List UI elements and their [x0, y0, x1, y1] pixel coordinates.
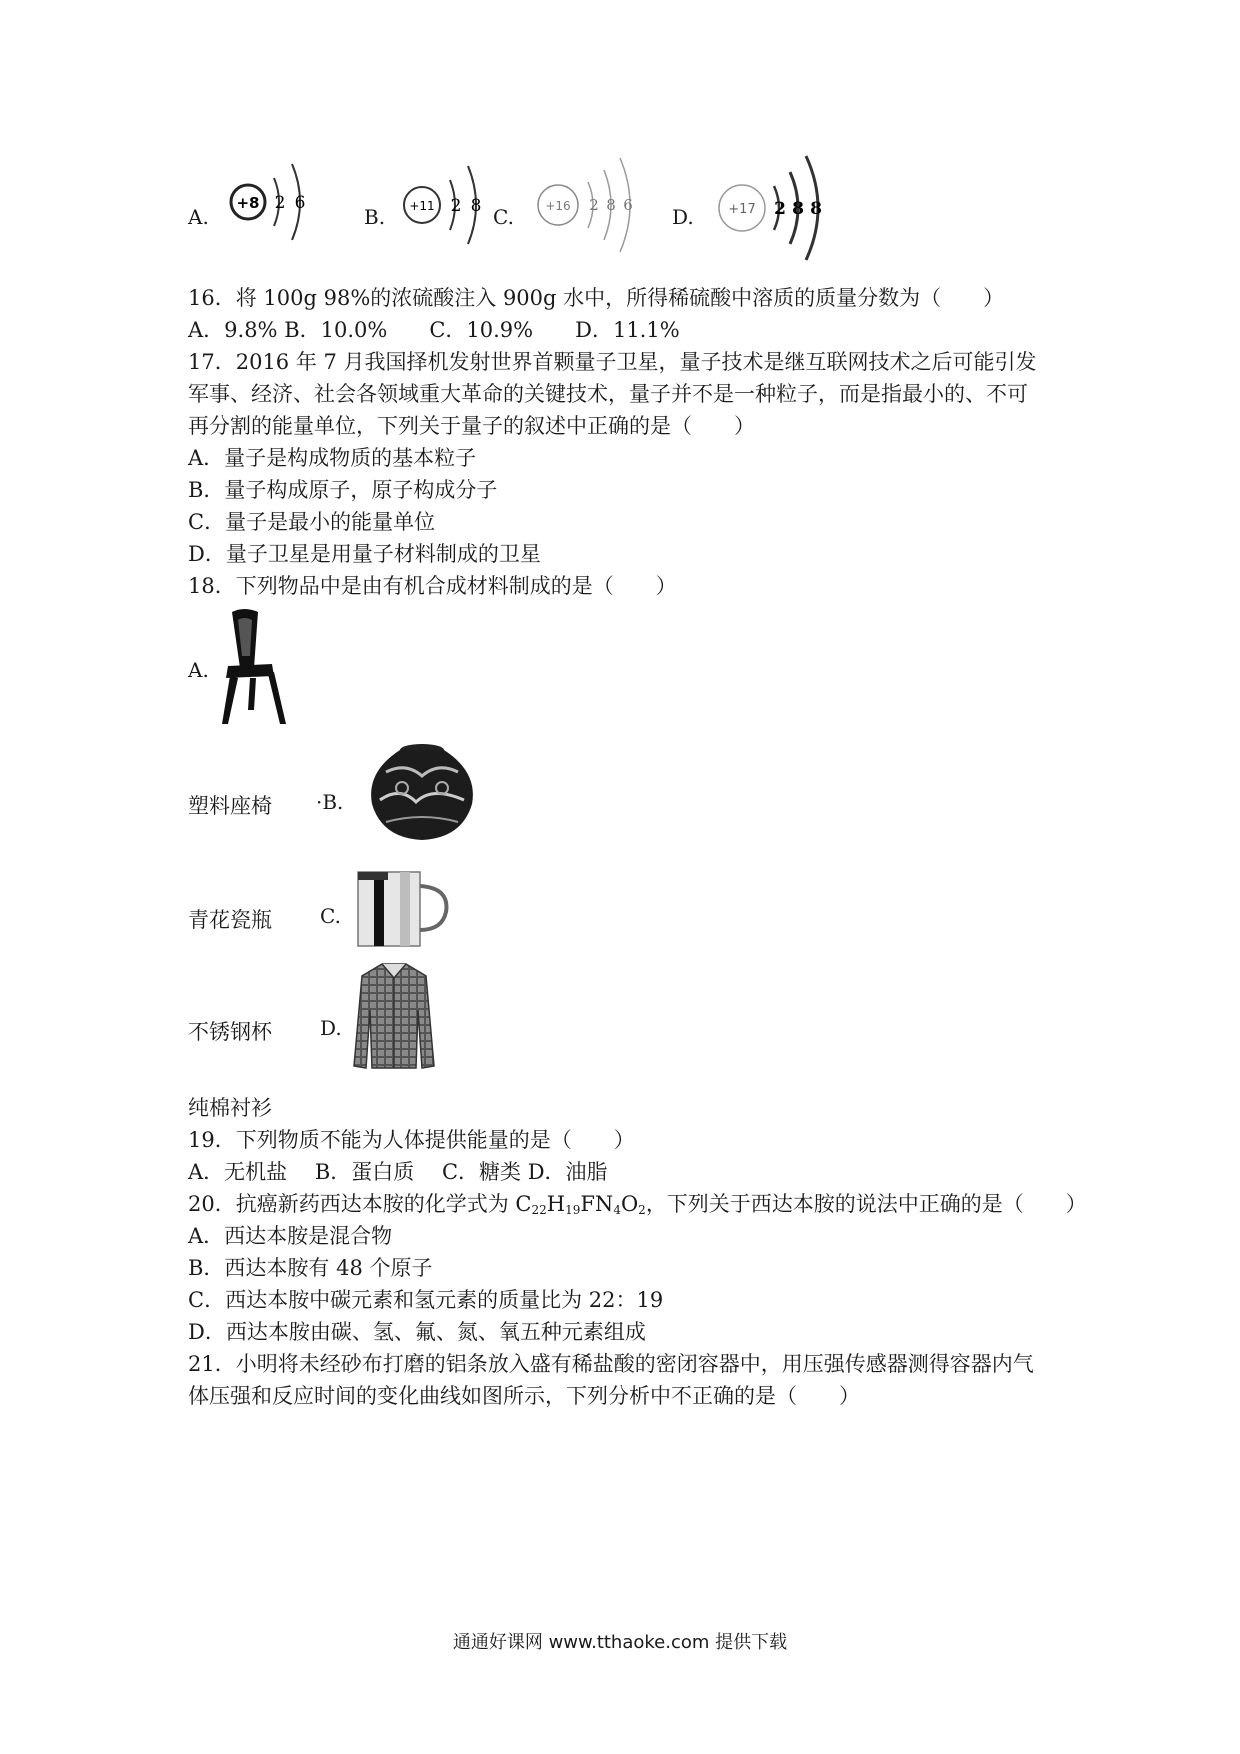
q17-stem-line-3: 再分割的能量单位，下列关于量子的叙述中正确的是（ ）	[188, 414, 755, 438]
q20-formula-n-count: 4	[613, 1203, 621, 1217]
q19-stem: 19．下列物质不能为人体提供能量的是（ ）	[188, 1128, 635, 1152]
q16-options: A．9.8% B．10.0% C．10.9% D．11.1%	[188, 318, 680, 342]
q18-item-name-c: 不锈钢杯	[188, 1020, 272, 1044]
shell-a-1: 2	[274, 193, 286, 213]
q20-option-d: D．西达本胺由碳、氢、氟、氮、氧五种元素组成	[188, 1320, 646, 1344]
nucleus-charge-d: +17	[728, 202, 756, 217]
q17-option-d: D．量子卫星是用量子材料制成的卫星	[188, 542, 541, 566]
nucleus-charge-b: +11	[409, 199, 435, 213]
shell-a-2: 6	[294, 193, 306, 213]
q17-option-b: B．量子构成原子，原子构成分子	[188, 478, 498, 502]
q20-formula-o-count: 2	[638, 1203, 646, 1217]
q17-stem-line-2: 军事、经济、社会各领域重大革命的关键技术，量子并不是一种粒子，而是指最小的、不可	[188, 382, 1028, 406]
q18-option-a-label: A.	[188, 658, 209, 682]
q20-option-b: B．西达本胺有 48 个原子	[188, 1256, 433, 1280]
plastic-chair-image	[220, 606, 300, 728]
shell-d-1: 2	[774, 199, 786, 219]
shell-b-1: 2	[450, 196, 462, 216]
q18-stem: 18．下列物品中是由有机合成材料制成的是（ ）	[188, 574, 677, 598]
shell-c-2: 8	[606, 196, 616, 214]
q18-option-b-label: ·B.	[316, 790, 344, 814]
q16-stem: 16．将 100g 98%的浓硫酸注入 900g 水中，所得稀硫酸中溶质的质量分数为（ ）	[188, 286, 1005, 310]
q15-option-c-label: C.	[493, 205, 514, 229]
shell-c-3: 6	[623, 196, 633, 214]
q17-stem-line-1: 17．2016 年 7 月我国择机发射世界首颗量子卫星，量子技术是继互联网技术之后可能引发	[188, 350, 1037, 374]
q20-formula-h-count: 19	[565, 1203, 581, 1217]
atom-diagram-c	[528, 150, 658, 260]
q15-option-d-label: D.	[672, 205, 694, 229]
shell-d-2: 8	[792, 199, 804, 219]
blue-white-porcelain-vase-image	[366, 742, 478, 842]
q18-item-name-a: 塑料座椅	[188, 794, 272, 818]
stainless-steel-cup-image	[354, 868, 454, 950]
q18-item-name-d: 纯棉衬衫	[188, 1096, 272, 1120]
q20-option-c: C．西达本胺中碳元素和氢元素的质量比为 22：19	[188, 1288, 664, 1312]
q15-option-a-label: A.	[188, 205, 209, 229]
nucleus-charge-a: +8	[236, 194, 260, 212]
cotton-shirt-image	[352, 960, 436, 1072]
atom-diagram-d	[708, 150, 848, 270]
shell-d-3: 8	[810, 199, 822, 219]
q18-item-name-b: 青花瓷瓶	[188, 908, 272, 932]
shell-c-1: 2	[589, 196, 599, 214]
q20-stem-pre: 20．抗癌新药西达本胺的化学式为 C	[188, 1192, 532, 1216]
q18-option-d-label: D.	[320, 1016, 342, 1040]
shell-b-2: 8	[470, 196, 482, 216]
q20-formula-h: H	[546, 1192, 566, 1216]
q21-stem-line-2: 体压强和反应时间的变化曲线如图所示，下列分析中不正确的是（ ）	[188, 1384, 860, 1408]
nucleus-charge-c: +16	[545, 199, 571, 213]
page-footer: 通通好课网 www.tthaoke.com 提供下载	[452, 1632, 788, 1653]
q17-option-c: C．量子是最小的能量单位	[188, 510, 436, 534]
q15-options	[188, 150, 1088, 275]
q20-formula-fn: FN	[580, 1192, 614, 1216]
q17-option-a: A．量子是构成物质的基本粒子	[188, 446, 477, 470]
q18-option-c-label: C.	[320, 904, 341, 928]
q20-formula-o: O	[620, 1192, 639, 1216]
q20-stem	[188, 1190, 1087, 1218]
q20-stem-post: ，下列关于西达本胺的说法中正确的是（ ）	[645, 1192, 1087, 1216]
atom-diagram-b	[392, 150, 502, 250]
q20-option-a: A．西达本胺是混合物	[188, 1224, 393, 1248]
q20-formula-c-count: 22	[531, 1203, 547, 1217]
q15-option-b-label: B.	[364, 205, 386, 229]
q19-options: A．无机盐 B．蛋白质 C．糖类 D．油脂	[188, 1160, 608, 1184]
atom-diagram-a	[218, 150, 328, 250]
q21-stem-line-1: 21．小明将未经砂布打磨的铝条放入盛有稀盐酸的密闭容器中，用压强传感器测得容器内气	[188, 1352, 1034, 1376]
